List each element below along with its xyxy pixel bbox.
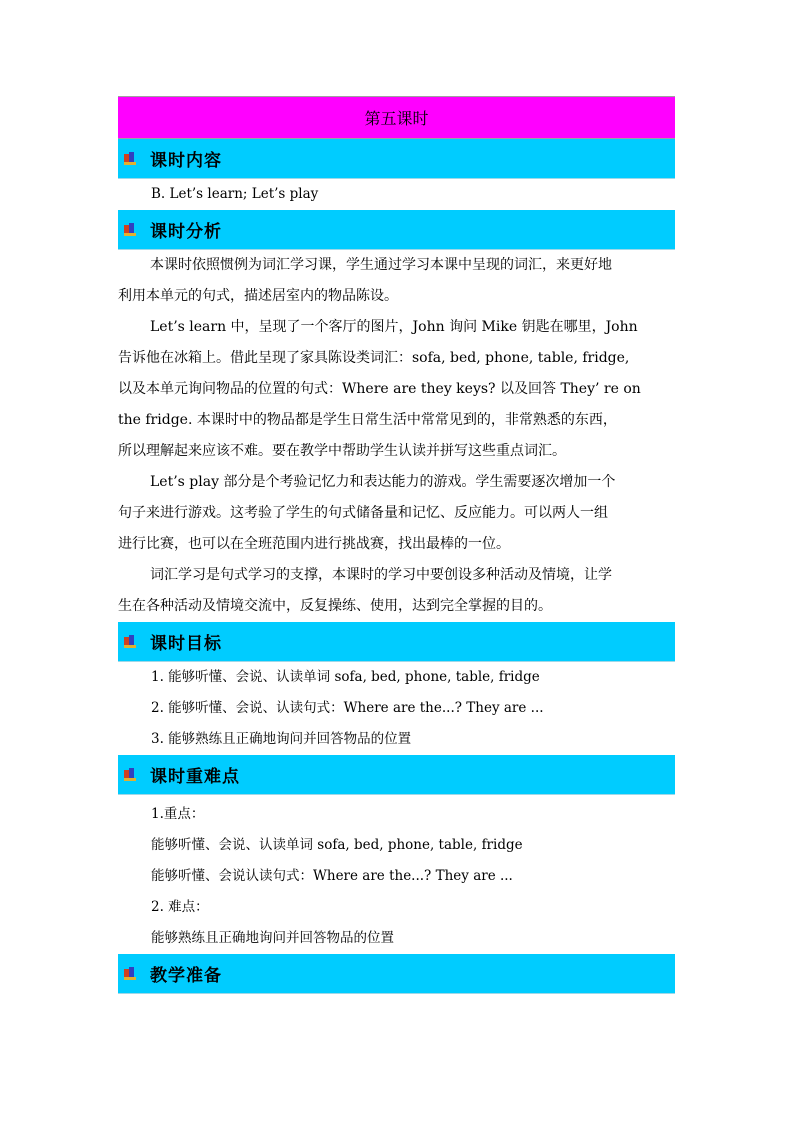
paragraph-line: Let’s learn 中，呈现了一个客厅的图片，John 询问 Mike 钥匙在哪里，John: [150, 319, 638, 335]
paragraph-line: 进行比赛，也可以在全班范围内进行挑战赛，找出最棒的一位。: [118, 536, 510, 552]
section-analysis-title: 课时分析: [150, 222, 222, 242]
bullet-icon: [124, 223, 136, 236]
section-content-header: [118, 139, 675, 179]
section-analysis-header: [118, 210, 675, 250]
paragraph-line: 以及本单元询问物品的位置的句式：Where are they keys? 以及回答 They’ re on: [118, 381, 641, 397]
lesson-title: 第五课时: [118, 96, 675, 139]
paragraph-line: 利用本单元的句式，描述居室内的物品陈设。: [118, 288, 398, 304]
analysis-paragraph-1: [118, 250, 675, 312]
section-preparation-title: 教学准备: [150, 966, 222, 986]
paragraph-line: 生在各种活动及情境交流中，反复操练、使用，达到完全掌握的目的。: [118, 598, 552, 614]
difficulty-line: 2. 难点：: [151, 899, 209, 915]
analysis-paragraph-3: [118, 467, 675, 560]
difficulty-line: 能够听懂、会说、认读单词 sofa, bed, phone, table, fridge: [151, 837, 523, 853]
paragraph-line: 句子来进行游戏。这考验了学生的句式储备量和记忆、反应能力。可以两人一组: [118, 505, 608, 521]
section-goals-header: [118, 622, 675, 662]
bullet-icon: [124, 967, 136, 980]
difficulty-line: 1.重点：: [151, 806, 205, 822]
goal-item: 1. 能够听懂、会说、认读单词 sofa, bed, phone, table, fridge: [151, 669, 540, 685]
difficulty-line: 能够熟练且正确地询问并回答物品的位置: [151, 930, 394, 946]
content-text: B. Let’s learn; Let’s play: [151, 186, 319, 202]
bullet-icon: [124, 152, 136, 165]
lesson-page: [118, 96, 675, 994]
paragraph-line: the fridge. 本课时中的物品都是学生日常生活中常常见到的，非常熟悉的东西，: [118, 412, 617, 428]
goal-item: 3. 能够熟练且正确地询问并回答物品的位置: [151, 731, 412, 747]
section-difficulties-header: [118, 755, 675, 795]
difficulty-line: 能够听懂、会说认读句式：Where are the...? They are ...: [151, 868, 513, 884]
goal-item: 2. 能够听懂、会说、认读句式：Where are the...? They are ...: [151, 700, 544, 716]
section-difficulties-title: 课时重难点: [150, 767, 240, 787]
section-goals-title: 课时目标: [150, 634, 222, 654]
section-preparation-header: [118, 954, 675, 994]
bullet-icon: [124, 768, 136, 781]
analysis-paragraph-2: [118, 312, 675, 467]
paragraph-line: 本课时依照惯例为词汇学习课，学生通过学习本课中呈现的词汇，来更好地: [150, 257, 612, 273]
paragraph-line: 告诉他在冰箱上。借此呈现了家具陈设类词汇：sofa, bed, phone, table, fridge,: [118, 350, 630, 366]
paragraph-line: Let’s play 部分是个考验记忆力和表达能力的游戏。学生需要逐次增加一个: [150, 474, 616, 490]
paragraph-line: 所以理解起来应该不难。要在教学中帮助学生认读并拼写这些重点词汇。: [118, 443, 566, 459]
bullet-icon: [124, 635, 136, 648]
paragraph-line: 词汇学习是句式学习的支撑，本课时的学习中要创设多种活动及情境，让学: [150, 567, 612, 583]
section-content-title: 课时内容: [150, 151, 222, 171]
analysis-paragraph-4: [118, 560, 675, 622]
